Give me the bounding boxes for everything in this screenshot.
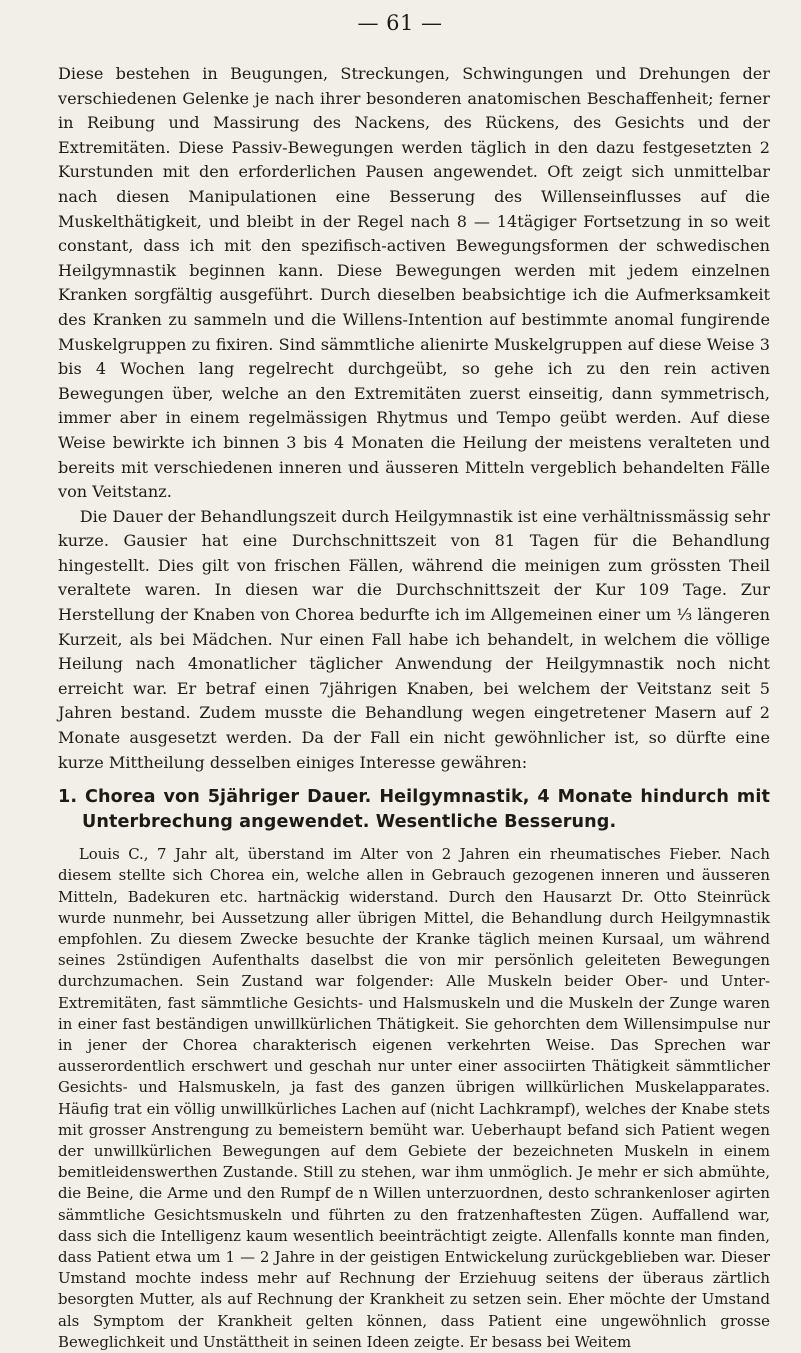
paragraph-1: Diese bestehen in Beugungen, Streckungen, Schwingungen und Drehungen der verschiedenen Gelenke je nach ihrer besonderen anatomischen Beschaffenheit; ferner in Reibung und Massirung des Nackens, des Rückens, des Gesichts und der Extremitäten. Diese Passiv-Bewegungen werden täglich in den dazu festgesetzten 2 Kurstunden mit den erforderlichen Pausen angewendet. Oft zeigt sich unmittelbar nach diesen Manipulationen eine Besserung des Willenseinflusses auf die Muskelthätigkeit, und bleibt in der Regel nach 8 — 14tägiger Fortsetzung in so weit constant, dass ich mit den spezifisch-activen Bewegungsformen der schwedischen Heilgymnastik beginnen kann. Diese Bewegungen werden mit jedem einzelnen Kranken sorgfältig ausgeführt. Durch dieselben beabsichtige ich die Aufmerksamkeit des Kranken zu sammeln und die Willens-Intention auf bestimmte anomal fungirende Muskelgruppen zu fixiren. Sind sämmtliche alienirte Muskelgruppen auf diese Weise 3 bis 4 Wochen lang regelrecht durchgeübt, so gehe ich zu den rein activen Bewegungen über, welche an den Extremitäten zuerst einseitig, dann symmetrisch, immer aber in einem regelmässigen Rhytmus und Tempo geübt werden. Auf diese Weise bewirkte ich binnen 3 bis 4 Monaten die Heilung der meistens veralteten und bereits mit verschiedenen inneren und äusseren Mitteln vergeblich behandelten Fälle von Veitstanz. xyxy=(58,64,770,502)
page-number: — 61 — xyxy=(357,11,443,35)
paragraph-2: Die Dauer der Behandlungszeit durch Heilgymnastik ist eine verhältnissmässig sehr kurze. Gausier hat eine Durchschnittszeit von 81 Tagen für die Behandlung hingestellt. Dies gilt von frischen Fällen, während die meinigen zum grössten Theil veraltete waren. In diesen war die Durchschnittszeit der Kur 109 Tage. Zur Herstellung der Knaben von Chorea bedurfte ich im Allgemeinen einer um ⅓ längeren Kurzeit, als bei Mädchen. Nur einen Fall habe ich behandelt, in welchem die völlige Heilung nach 4monatlicher täglicher Anwendung der Heilgymnastik noch nicht erreicht war. Er betraf einen 7jährigen Knaben, bei welchem der Veitstanz seit 5 Jahren bestand. Zudem musste die Behandlung wegen eingetretener Masern auf 2 Monate ausgesetzt werden. Da der Fall ein nicht gewöhnlicher ist, so dürfte eine kurze Mittheilung desselben einiges Interesse gewähren: xyxy=(58,506,770,772)
body-text xyxy=(58,62,770,775)
case-heading: 1. Chorea von 5jähriger Dauer. Heilgymnastik, 4 Monate hindurch mit Unterbrechung angewendet. Wesentliche Besserung. xyxy=(58,787,770,833)
case-report-text: Louis C., 7 Jahr alt, überstand im Alter von 2 Jahren ein rheumatisches Fieber. Nach diesem stellte sich Chorea ein, welche allen in Gebrauch gezogenen inneren und äusseren Mitteln, Badekuren etc. hartnäckig widerstand. Durch den Hausarzt Dr. Otto Steinrück wurde nunmehr, bei Aussetzung aller übrigen Mittel, die Behandlung durch Heilgymnastik empfohlen. Zu diesem Zwecke besuchte der Kranke täglich meinen Kursaal, um während seines 2stündigen Aufenthalts daselbst die von mir persönlich geleiteten Bewegungen durchzumachen. Sein Zustand war folgender: Alle Muskeln beider Ober- und Unter-Extremitäten, fast sämmtliche Gesichts- und Halsmuskeln und die Muskeln der Zunge waren in einer fast beständigen unwillkürlichen Thätigkeit. Sie gehorchten dem Willensimpulse nur in jener der Chorea charakterisch eigenen verkehrten Weise. Das Sprechen war ausserordentlich erschwert und geschah nur unter einer associirten Thätigkeit sämmtlicher Gesichts- und Halsmuskeln, ja fast des ganzen übrigen willkürlichen Muskelapparates. Häufig trat ein völlig unwillkürliches Lachen auf (nicht Lachkrampf), welches der Knabe stets mit grosser Anstrengung zu bemeistern bemüht war. Ueberhaupt befand sich Patient wegen der unwillkürlichen Bewegungen auf dem Gebiete der bezeichneten Muskeln in einem bemitleidenswerthen Zustande. Still zu stehen, war ihm unmöglich. Je mehr er sich abmühte, die Beine, die Arme und den Rumpf de n Willen unterzuordnen, desto schrankenloser agirten sämmtliche Gesichtsmuskeln und führten zu den fratzenhaftesten Zügen. Auffallend war, dass sich die Intelligenz kaum wesentlich beeinträchtigt zeigte. Allenfalls konnte man finden, dass Patient etwa um 1 — 2 Jahre in der geistigen Entwickelung zurückgeblieben war. Dieser Umstand mochte indess mehr auf Rechnung der Erziehuug seitens der überaus zärtlich besorgten Mutter, als auf Rechnung der Krankheit zu setzen sein. Eher möchte der Umstand als Symptom der Krankheit gelten können, dass Patient eine ungewöhnlich grosse Beweglichkeit und Unstättheit in seinen Ideen zeigte. Er besass bei Weitem xyxy=(58,845,770,1351)
book-page xyxy=(58,8,770,1353)
